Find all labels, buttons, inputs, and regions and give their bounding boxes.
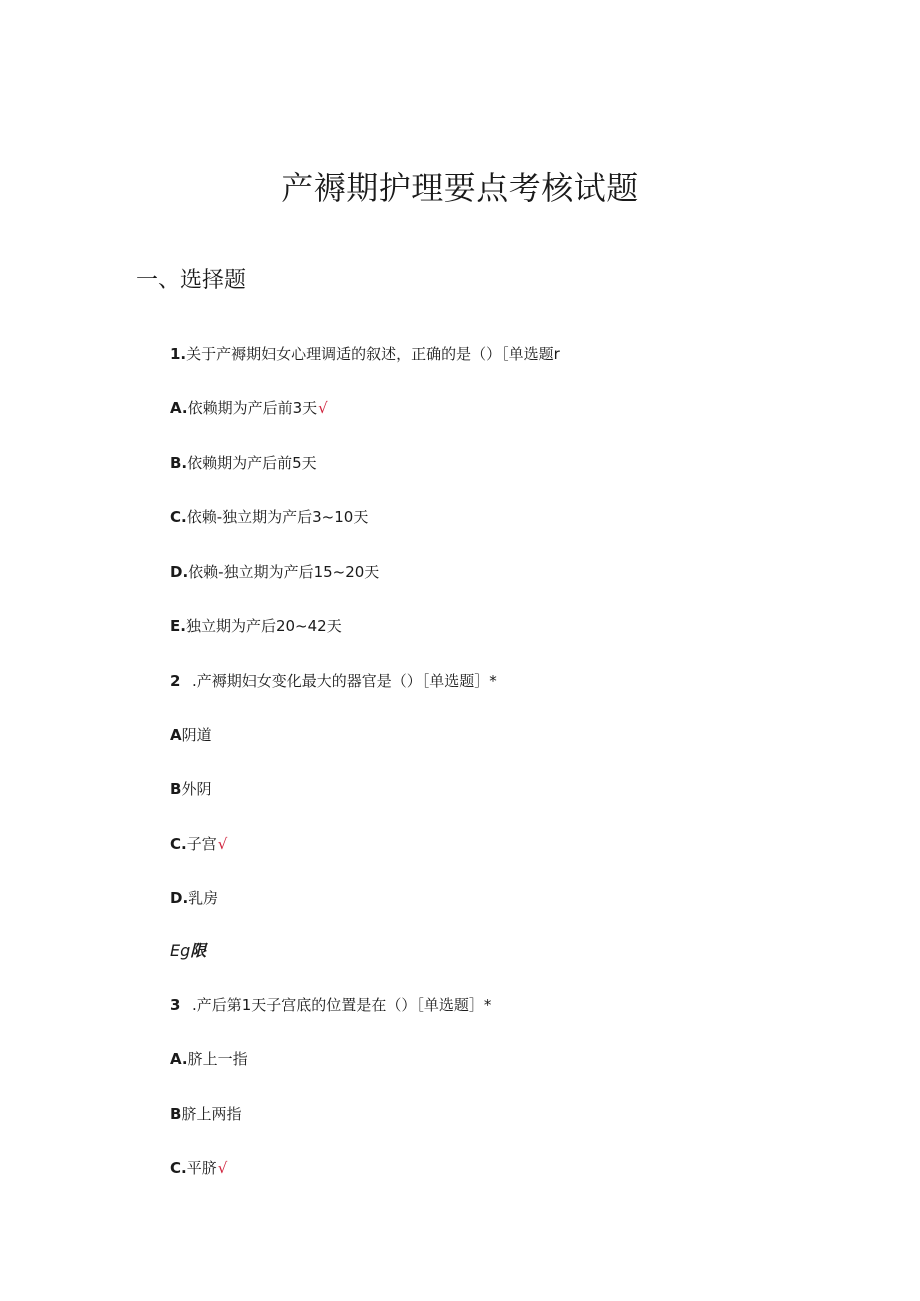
- section-heading: 一、选择题: [136, 268, 247, 293]
- option-3a: [170, 1048, 248, 1070]
- option-text: 依赖期为产后前3天: [187, 399, 318, 417]
- option-marker: D.: [170, 563, 189, 581]
- option-marker: C.: [170, 508, 187, 526]
- question-text: .产褥期妇女变化最大的器官是（）［单选题］*: [192, 672, 497, 690]
- option-text: 阴道: [181, 726, 212, 744]
- question-number: 1.: [170, 345, 187, 363]
- option-marker: B: [170, 1105, 182, 1123]
- option-marker: A: [170, 726, 182, 744]
- option-text: 独立期为产后20~42天: [185, 617, 342, 635]
- option-1e: [170, 615, 342, 637]
- option-marker: A.: [170, 399, 188, 417]
- option-marker: B.: [170, 454, 188, 472]
- question-number: 2: [170, 672, 181, 690]
- option-1c: [170, 506, 368, 528]
- option-3b: [170, 1103, 241, 1125]
- question-text: 关于产褥期妇女心理调适的叙述，正确的是（）［单选题r: [186, 345, 560, 363]
- option-1b: [170, 452, 317, 474]
- question-1: [170, 343, 560, 365]
- option-marker: C.: [170, 835, 187, 853]
- option-marker: A.: [170, 1050, 188, 1068]
- option-marker: D.: [170, 889, 189, 907]
- note-text: Eg: [170, 941, 191, 960]
- option-2d: [170, 887, 218, 909]
- option-text: 依赖-独立期为产后15~20天: [188, 563, 380, 581]
- correct-check-icon: √: [217, 1159, 228, 1177]
- option-marker: C.: [170, 1159, 187, 1177]
- question-3: [170, 994, 491, 1016]
- question-2: [170, 670, 497, 692]
- option-text: 子宫: [186, 835, 217, 853]
- option-1a: [170, 397, 328, 419]
- option-text: 依赖期为产后前5天: [187, 454, 317, 472]
- option-3c: [170, 1157, 227, 1179]
- option-2c: [170, 833, 227, 855]
- option-text: 外阴: [181, 780, 212, 798]
- option-marker: E.: [170, 617, 186, 635]
- option-marker: B: [170, 780, 182, 798]
- option-2a: [170, 724, 212, 746]
- correct-check-icon: √: [318, 399, 328, 417]
- question-text: .产后第1天子宫底的位置是在（）［单选题］*: [192, 996, 492, 1014]
- question-number: 3: [170, 996, 181, 1014]
- option-text: 依赖-独立期为产后3~10天: [186, 508, 369, 526]
- option-text: 乳房: [188, 889, 219, 907]
- note-bold-text: 限: [190, 941, 207, 960]
- answer-note: [170, 940, 206, 962]
- option-2b: [170, 778, 211, 800]
- document-title: 产褥期护理要点考核试题: [281, 169, 639, 207]
- option-text: 平脐: [186, 1159, 217, 1177]
- correct-check-icon: √: [217, 835, 228, 853]
- option-text: 脐上一指: [187, 1050, 248, 1068]
- option-text: 脐上两指: [181, 1105, 242, 1123]
- option-1d: [170, 561, 379, 583]
